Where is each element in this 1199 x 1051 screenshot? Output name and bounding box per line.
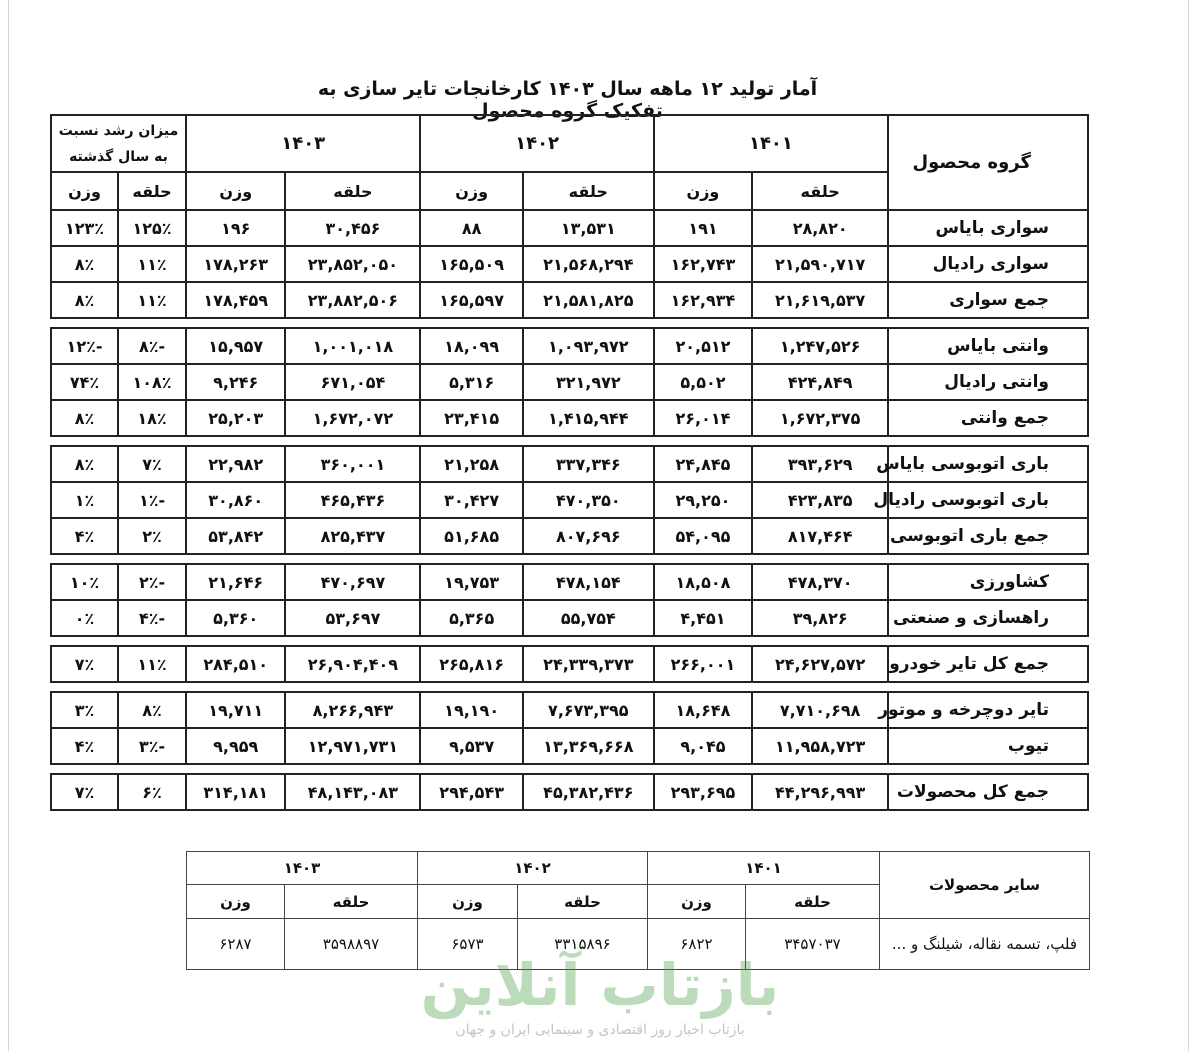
ring-1402: ۳۲۱,۹۷۲ <box>523 364 654 400</box>
growth-ring: ۶٪ <box>118 774 186 810</box>
section-gap <box>51 764 1088 774</box>
weight-1403: ۱۹۶ <box>186 210 285 246</box>
sub-header-ring: حلقه <box>285 172 420 210</box>
row-label: جمع سواری <box>888 282 1088 318</box>
table-row <box>51 646 1088 682</box>
production-table-body <box>51 210 1088 810</box>
section-gap <box>51 318 1088 328</box>
sub-header-ring: حلقه <box>752 172 888 210</box>
weight-1401: ۲۰,۵۱۲ <box>654 328 752 364</box>
row-label: جمع وانتی <box>888 400 1088 436</box>
other-sub-header-ring: حلقه <box>746 885 880 919</box>
weight-1403: ۹,۲۴۶ <box>186 364 285 400</box>
table-row <box>51 328 1088 364</box>
sub-header-ring: حلقه <box>118 172 186 210</box>
ring-1403: ۴۶۵,۴۳۶ <box>285 482 420 518</box>
ring-1401: ۷,۷۱۰,۶۹۸ <box>752 692 888 728</box>
growth-weight: ۸٪ <box>51 446 118 482</box>
table-row <box>51 482 1088 518</box>
growth-weight: ۱٪ <box>51 482 118 518</box>
weight-1401: ۱۹۱ <box>654 210 752 246</box>
ring-1401: ۱,۶۷۲,۳۷۵ <box>752 400 888 436</box>
growth-ring: -۲٪ <box>118 564 186 600</box>
weight-1402: ۵۱,۶۸۵ <box>420 518 522 554</box>
weight-1402: ۲۱,۲۵۸ <box>420 446 522 482</box>
weight-1403: ۹,۹۵۹ <box>186 728 285 764</box>
weight-1402: ۵,۳۶۵ <box>420 600 522 636</box>
table-row <box>51 564 1088 600</box>
row-label: جمع کل تایر خودرو <box>888 646 1088 682</box>
growth-weight: ۸٪ <box>51 282 118 318</box>
ring-1401: ۴۴,۲۹۶,۹۹۳ <box>752 774 888 810</box>
year-header-1402: ۱۴۰۲ <box>420 115 653 172</box>
ring-1403: ۴۷۰,۶۹۷ <box>285 564 420 600</box>
year-header-1403: ۱۴۰۳ <box>186 115 420 172</box>
other-ring-1403: ۳۵۹۸۸۹۷ <box>285 919 418 970</box>
ring-1401: ۸۱۷,۴۶۴ <box>752 518 888 554</box>
weight-1403: ۵۳,۸۴۲ <box>186 518 285 554</box>
weight-1402: ۲۳,۴۱۵ <box>420 400 522 436</box>
growth-ring: ۱۲۵٪ <box>118 210 186 246</box>
production-table <box>50 114 1089 811</box>
row-label: کشاورزی <box>888 564 1088 600</box>
weight-1401: ۱۶۲,۷۴۳ <box>654 246 752 282</box>
weight-1402: ۵,۳۱۶ <box>420 364 522 400</box>
weight-1403: ۲۸۴,۵۱۰ <box>186 646 285 682</box>
weight-1401: ۱۸,۵۰۸ <box>654 564 752 600</box>
weight-1401: ۵,۵۰۲ <box>654 364 752 400</box>
table-row <box>51 210 1088 246</box>
other-weight-1402: ۶۵۷۳ <box>418 919 518 970</box>
row-label: وانتی رادیال <box>888 364 1088 400</box>
ring-1403: ۵۳,۶۹۷ <box>285 600 420 636</box>
weight-1402: ۱۶۵,۵۹۷ <box>420 282 522 318</box>
ring-1402: ۲۱,۵۸۱,۸۲۵ <box>523 282 654 318</box>
ring-1402: ۱,۴۱۵,۹۴۴ <box>523 400 654 436</box>
table-row <box>51 600 1088 636</box>
weight-1403: ۲۲,۹۸۲ <box>186 446 285 482</box>
growth-weight: ۰٪ <box>51 600 118 636</box>
weight-1401: ۱۶۲,۹۳۴ <box>654 282 752 318</box>
weight-1402: ۸۸ <box>420 210 522 246</box>
growth-ring: -۱٪ <box>118 482 186 518</box>
growth-weight: ۱۰٪ <box>51 564 118 600</box>
other-year-header-1403: ۱۴۰۳ <box>187 852 418 885</box>
watermark <box>420 950 780 1040</box>
ring-1402: ۱۳,۳۶۹,۶۶۸ <box>523 728 654 764</box>
other-weight-1403: ۶۲۸۷ <box>187 919 285 970</box>
growth-weight: ۷٪ <box>51 646 118 682</box>
weight-1403: ۱۵,۹۵۷ <box>186 328 285 364</box>
section-spacer <box>51 436 1088 446</box>
section-gap <box>51 436 1088 446</box>
ring-1403: ۲۳,۸۸۲,۵۰۶ <box>285 282 420 318</box>
ring-1401: ۳۹۳,۶۲۹ <box>752 446 888 482</box>
other-sub-header-weight: وزن <box>418 885 518 919</box>
growth-weight: ۴٪ <box>51 728 118 764</box>
growth-weight: ۷٪ <box>51 774 118 810</box>
ring-1401: ۴۲۳,۸۳۵ <box>752 482 888 518</box>
ring-1402: ۷,۶۷۳,۳۹۵ <box>523 692 654 728</box>
growth-ring: ۱۱٪ <box>118 246 186 282</box>
table-row <box>51 446 1088 482</box>
weight-1403: ۳۰,۸۶۰ <box>186 482 285 518</box>
ring-1401: ۲۱,۶۱۹,۵۳۷ <box>752 282 888 318</box>
row-label: جمع باری اتوبوسی <box>888 518 1088 554</box>
ring-1401: ۲۴,۶۲۷,۵۷۲ <box>752 646 888 682</box>
other-ring-1402: ۳۳۱۵۸۹۶ <box>518 919 648 970</box>
other-year-header-1402: ۱۴۰۲ <box>418 852 648 885</box>
weight-1401: ۵۴,۰۹۵ <box>654 518 752 554</box>
weight-1403: ۵,۳۶۰ <box>186 600 285 636</box>
ring-1403: ۶۷۱,۰۵۴ <box>285 364 420 400</box>
growth-ring: ۸٪ <box>118 692 186 728</box>
sub-header-weight: وزن <box>51 172 118 210</box>
growth-ring: ۱۱٪ <box>118 282 186 318</box>
weight-1403: ۲۵,۲۰۳ <box>186 400 285 436</box>
other-sub-header-ring: حلقه <box>518 885 648 919</box>
sub-header-weight: وزن <box>420 172 522 210</box>
ring-1402: ۵۵,۷۵۴ <box>523 600 654 636</box>
section-gap <box>51 554 1088 564</box>
section-spacer <box>51 554 1088 564</box>
weight-1401: ۱۸,۶۴۸ <box>654 692 752 728</box>
growth-weight: ۱۲۳٪ <box>51 210 118 246</box>
weight-1403: ۳۱۴,۱۸۱ <box>186 774 285 810</box>
weight-1402: ۱۹,۷۵۳ <box>420 564 522 600</box>
other-ring-1401: ۳۴۵۷۰۳۷ <box>746 919 880 970</box>
year-header-1401: ۱۴۰۱ <box>654 115 888 172</box>
growth-ring: ۱۸٪ <box>118 400 186 436</box>
row-label: وانتی بایاس <box>888 328 1088 364</box>
growth-ring: -۴٪ <box>118 600 186 636</box>
ring-1401: ۴۲۴,۸۴۹ <box>752 364 888 400</box>
row-label: سواری رادیال <box>888 246 1088 282</box>
row-label: تایر دوچرخه و موتور <box>888 692 1088 728</box>
weight-1403: ۱۹,۷۱۱ <box>186 692 285 728</box>
table-row <box>51 364 1088 400</box>
growth-weight: ۷۴٪ <box>51 364 118 400</box>
section-gap <box>51 682 1088 692</box>
section-gap <box>51 636 1088 646</box>
other-weight-1401: ۶۸۲۲ <box>648 919 746 970</box>
page-title: آمار تولید ۱۲ ماهه سال ۱۴۰۳ کارخانجات تایر سازی به تفکیک گروه محصول <box>317 78 818 122</box>
row-label: باری اتوبوسی رادیال <box>888 482 1088 518</box>
ring-1403: ۱,۶۷۲,۰۷۲ <box>285 400 420 436</box>
ring-1402: ۴۷۸,۱۵۴ <box>523 564 654 600</box>
ring-1402: ۱,۰۹۳,۹۷۲ <box>523 328 654 364</box>
table-row <box>51 692 1088 728</box>
other-row-label: فلپ، تسمه نقاله، شیلنگ و ... <box>880 919 1090 970</box>
weight-1402: ۱۸,۰۹۹ <box>420 328 522 364</box>
growth-ring: ۷٪ <box>118 446 186 482</box>
ring-1402: ۲۴,۳۳۹,۳۷۳ <box>523 646 654 682</box>
weight-1402: ۲۹۴,۵۴۳ <box>420 774 522 810</box>
other-sub-header-ring: حلقه <box>285 885 418 919</box>
weight-1402: ۹,۵۳۷ <box>420 728 522 764</box>
growth-ring: -۸٪ <box>118 328 186 364</box>
watermark-logo: بازتاب آنلاین <box>420 951 780 1019</box>
ring-1403: ۲۳,۸۵۲,۰۵۰ <box>285 246 420 282</box>
table-row <box>51 774 1088 810</box>
section-spacer <box>51 764 1088 774</box>
row-label: سواری بایاس <box>888 210 1088 246</box>
growth-weight: ۴٪ <box>51 518 118 554</box>
sub-header-weight: وزن <box>654 172 752 210</box>
ring-1402: ۳۳۷,۳۴۶ <box>523 446 654 482</box>
weight-1401: ۲۴,۸۴۵ <box>654 446 752 482</box>
weight-1401: ۲۹۳,۶۹۵ <box>654 774 752 810</box>
growth-weight: ۸٪ <box>51 246 118 282</box>
ring-1403: ۱,۰۰۱,۰۱۸ <box>285 328 420 364</box>
weight-1401: ۴,۴۵۱ <box>654 600 752 636</box>
growth-ring: ۱۰۸٪ <box>118 364 186 400</box>
row-label: راهسازی و صنعتی <box>888 600 1088 636</box>
weight-1403: ۲۱,۶۴۶ <box>186 564 285 600</box>
ring-1402: ۱۳,۵۳۱ <box>523 210 654 246</box>
growth-ring: ۱۱٪ <box>118 646 186 682</box>
ring-1401: ۴۷۸,۳۷۰ <box>752 564 888 600</box>
weight-1401: ۲۶,۰۱۴ <box>654 400 752 436</box>
ring-1403: ۱۲,۹۷۱,۷۳۱ <box>285 728 420 764</box>
ring-1403: ۲۶,۹۰۴,۴۰۹ <box>285 646 420 682</box>
row-label: تیوب <box>888 728 1088 764</box>
sub-header-weight: وزن <box>186 172 285 210</box>
other-year-header-1401: ۱۴۰۱ <box>648 852 880 885</box>
weight-1401: ۲۹,۲۵۰ <box>654 482 752 518</box>
growth-ring: ۲٪ <box>118 518 186 554</box>
growth-header: میزان رشد نسبت به سال گذشته <box>51 115 186 172</box>
table-row <box>51 400 1088 436</box>
table-row <box>51 518 1088 554</box>
weight-1401: ۲۶۶,۰۰۱ <box>654 646 752 682</box>
group-header: گروه محصول <box>888 115 1088 210</box>
ring-1402: ۴۷۰,۳۵۰ <box>523 482 654 518</box>
ring-1401: ۲۱,۵۹۰,۷۱۷ <box>752 246 888 282</box>
ring-1403: ۸۲۵,۴۳۷ <box>285 518 420 554</box>
table-row <box>51 728 1088 764</box>
ring-1402: ۴۵,۳۸۲,۴۳۶ <box>523 774 654 810</box>
weight-1403: ۱۷۸,۲۶۳ <box>186 246 285 282</box>
ring-1403: ۸,۲۶۶,۹۴۳ <box>285 692 420 728</box>
row-label: جمع کل محصولات <box>888 774 1088 810</box>
growth-weight: -۱۲٪ <box>51 328 118 364</box>
weight-1403: ۱۷۸,۴۵۹ <box>186 282 285 318</box>
ring-1401: ۱,۲۴۷,۵۲۶ <box>752 328 888 364</box>
ring-1403: ۳۶۰,۰۰۱ <box>285 446 420 482</box>
growth-ring: -۳٪ <box>118 728 186 764</box>
ring-1401: ۳۹,۸۲۶ <box>752 600 888 636</box>
other-sub-header-weight: وزن <box>648 885 746 919</box>
ring-1401: ۱۱,۹۵۸,۷۲۳ <box>752 728 888 764</box>
weight-1402: ۱۹,۱۹۰ <box>420 692 522 728</box>
section-spacer <box>51 682 1088 692</box>
ring-1401: ۲۸,۸۲۰ <box>752 210 888 246</box>
other-products-header: سایر محصولات <box>880 852 1090 919</box>
ring-1403: ۴۸,۱۴۳,۰۸۳ <box>285 774 420 810</box>
table-row <box>51 282 1088 318</box>
weight-1401: ۹,۰۴۵ <box>654 728 752 764</box>
watermark-tagline: بازتاب اخبار روز اقتصادی و سینمایی ایران و جهان <box>455 1022 745 1038</box>
ring-1403: ۳۰,۴۵۶ <box>285 210 420 246</box>
weight-1402: ۲۶۵,۸۱۶ <box>420 646 522 682</box>
growth-weight: ۸٪ <box>51 400 118 436</box>
section-spacer <box>51 318 1088 328</box>
growth-weight: ۳٪ <box>51 692 118 728</box>
row-label: باری اتوبوسی بایاس <box>888 446 1088 482</box>
weight-1402: ۱۶۵,۵۰۹ <box>420 246 522 282</box>
ring-1402: ۸۰۷,۶۹۶ <box>523 518 654 554</box>
sub-header-ring: حلقه <box>523 172 654 210</box>
ring-1402: ۲۱,۵۶۸,۲۹۴ <box>523 246 654 282</box>
other-sub-header-weight: وزن <box>187 885 285 919</box>
section-spacer <box>51 636 1088 646</box>
table-row <box>51 246 1088 282</box>
weight-1402: ۳۰,۴۲۷ <box>420 482 522 518</box>
